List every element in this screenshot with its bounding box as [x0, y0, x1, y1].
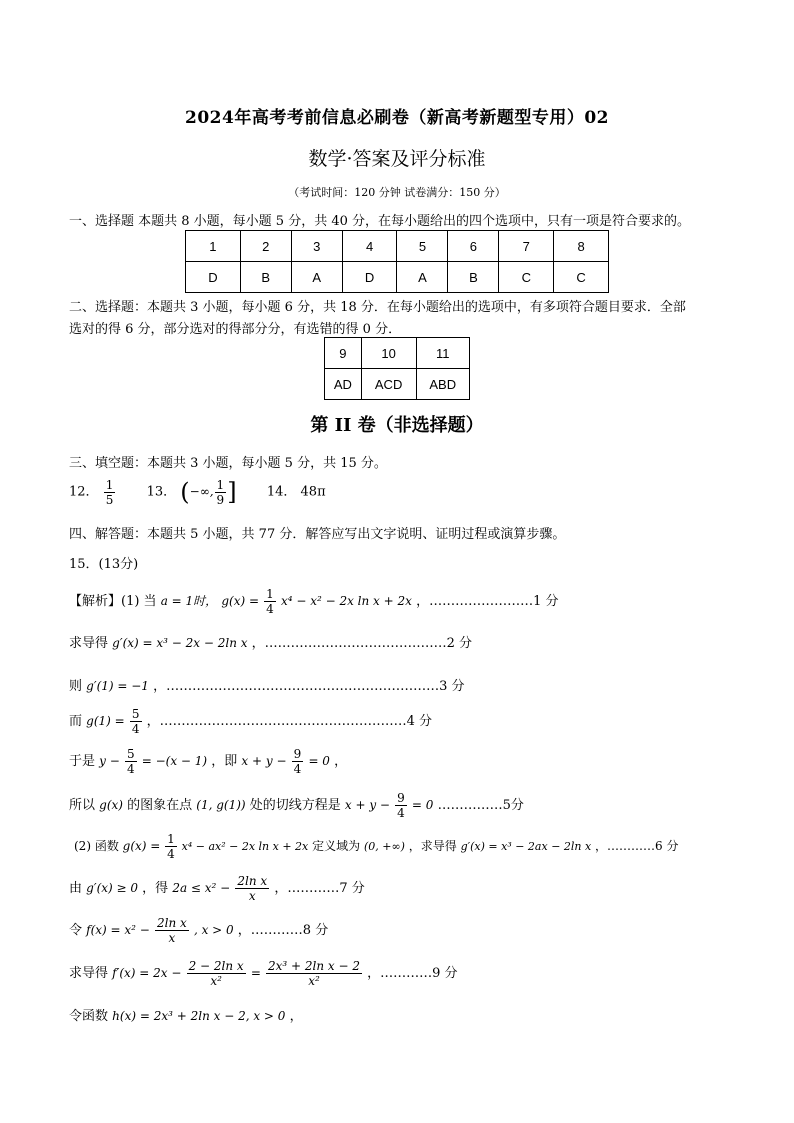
table-row: [186, 262, 609, 293]
math: g(x) =: [221, 594, 260, 608]
table-cell: B: [240, 262, 291, 293]
math: x⁴ − x² − 2x ln x + 2x: [280, 594, 412, 608]
score-dots: ，…………8 分: [237, 923, 329, 938]
math: = 0: [411, 798, 434, 812]
math: , x > 0: [193, 923, 234, 937]
text: 则: [69, 679, 83, 694]
table-row: [186, 231, 609, 262]
table-cell: 9: [325, 338, 362, 369]
table-cell: ABD: [416, 369, 469, 400]
text: ，: [334, 754, 348, 769]
part2-heading: 第 II 卷（非选择题）: [310, 415, 484, 436]
score-dots: ，…………………………………………………4 分: [146, 714, 433, 729]
text: 求导得: [69, 636, 109, 651]
score-dots: ……………5分: [437, 798, 524, 813]
math: a = 1时，: [160, 594, 218, 608]
text: ，得: [142, 881, 169, 896]
fraction: $\frac{9}{4}$: [293, 747, 302, 776]
exam-meta: （考试时间：120 分钟 试卷满分：150 分）: [288, 186, 506, 199]
math: g(x): [99, 798, 123, 812]
table-cell: A: [397, 262, 448, 293]
table-cell: 11: [416, 338, 469, 369]
section2-intro-line2: 选对的得 6 分，部分选对的得部分分，有选错的得 0 分．: [69, 322, 402, 337]
solution-line-4: [69, 708, 432, 735]
section2-answer-table: [324, 337, 470, 400]
solution-line-3: [69, 675, 464, 694]
text: (2) 函数: [74, 839, 119, 853]
math: g(1) =: [86, 714, 125, 728]
table-row: [325, 369, 470, 400]
math: x + y −: [344, 798, 390, 812]
math: g′(1) = −1: [86, 679, 149, 693]
math: h(x) = 2x³ + 2ln x − 2, x > 0: [112, 1009, 286, 1023]
q13-left-bound: −∞,: [189, 484, 214, 499]
table-cell: 7: [499, 231, 554, 262]
math: f(x) = x² −: [86, 923, 150, 937]
math: 2a ≤ x² −: [172, 881, 231, 895]
fraction: $\frac{9}{4}$: [397, 791, 405, 820]
numerator: 1: [105, 477, 114, 492]
table-cell: 6: [448, 231, 499, 262]
table-cell: 5: [397, 231, 448, 262]
fraction: $\frac{\text{2ln x}}{x}$: [157, 916, 187, 945]
table-cell: D: [186, 262, 241, 293]
text: 于是: [69, 754, 96, 769]
q14-label: 14．: [266, 484, 297, 500]
solution-line-8: [69, 875, 365, 902]
table-cell: 4: [342, 231, 397, 262]
math: g′(x) = x³ − 2ax − 2ln x: [460, 840, 592, 853]
math: = −(x − 1): [141, 754, 208, 768]
text: 而: [69, 714, 83, 729]
q12-fraction: [104, 479, 116, 506]
solution-line-11: [69, 1005, 303, 1024]
fraction: $\frac{1}{4}$: [266, 587, 274, 616]
text: ，求导得: [408, 839, 457, 853]
q13-label: 13．: [146, 484, 177, 500]
table-cell: 10: [361, 338, 416, 369]
math: f′(x) = 2x −: [112, 966, 182, 980]
math: g′(x) ≥ 0: [86, 881, 139, 895]
left-paren-icon: (: [180, 478, 190, 506]
solution-line-6: [69, 792, 524, 819]
fill-in-answers: [69, 478, 326, 506]
text: 所以: [69, 798, 96, 813]
math: (1, g(1)): [196, 798, 246, 812]
solution-line-5: [69, 748, 347, 775]
score-dots: ，………………………………………………………3 分: [153, 679, 465, 694]
fraction: $\frac{\text{2 − 2ln x}}{\text{x²}}$: [188, 959, 244, 988]
math: y −: [99, 754, 120, 768]
table-cell: C: [554, 262, 609, 293]
table-cell: 8: [554, 231, 609, 262]
text: 定义域为: [312, 839, 361, 853]
section4-intro: 四、解答题：本题共 5 小题，共 77 分．解答应写出文字说明、证明过程或演算步骤。: [69, 527, 566, 542]
right-bracket-icon: ]: [227, 478, 237, 506]
table-cell: D: [342, 262, 397, 293]
score-dots: ，……………………1 分: [416, 594, 559, 609]
text: 令函数: [69, 1009, 109, 1024]
math: = 0: [308, 754, 330, 768]
math: g(x) =: [122, 839, 161, 853]
page-title: 2024年高考考前信息必刷卷（新高考新题型专用）02: [185, 108, 609, 128]
math: (0, +∞): [363, 840, 405, 853]
text: 【解析】(1) 当: [69, 594, 157, 609]
text: 求导得: [69, 966, 109, 981]
q12-label: 12．: [69, 484, 99, 500]
text: ，: [289, 1009, 303, 1024]
text: 由: [69, 881, 83, 896]
table-cell: AD: [325, 369, 362, 400]
table-cell: 2: [240, 231, 291, 262]
table-row: [325, 338, 470, 369]
section2-intro-line1: 二、选择题：本题共 3 小题，每小题 6 分，共 18 分．在每小题给出的选项中，有多项符合题目要求．全部: [69, 300, 686, 315]
denominator: 9: [216, 492, 225, 507]
fraction: $\frac{5}{4}$: [131, 707, 140, 736]
fraction: $\frac{\text{2x³ + 2ln x − 2}}{\text{x²}}$: [268, 959, 361, 988]
text: 令: [69, 923, 83, 938]
section3-intro: 三、填空题：本题共 3 小题，每小题 5 分，共 15 分。: [69, 456, 387, 471]
fraction: $\frac{5}{4}$: [126, 747, 135, 776]
solution-line-7: [74, 833, 679, 860]
text: ，即: [211, 754, 238, 769]
q14-value: 48π: [300, 484, 326, 500]
solution-line-2: [69, 632, 472, 651]
table-cell: B: [448, 262, 499, 293]
math: x + y −: [241, 754, 287, 768]
section1-intro: 一、选择题 本题共 8 小题，每小题 5 分，共 40 分，在每小题给出的四个选项中，只有一项是符合要求的。: [69, 214, 691, 229]
math: x⁴ − ax² − 2x ln x + 2x: [181, 840, 309, 853]
fraction: $\frac{1}{4}$: [167, 832, 175, 861]
math: =: [250, 966, 261, 980]
solution-line-10: [69, 960, 458, 987]
page-subtitle: 数学·答案及评分标准: [308, 148, 486, 170]
solution-line-1: [69, 588, 558, 615]
q13-fraction: [215, 479, 227, 506]
numerator: 1: [216, 477, 225, 492]
question-15-label: 15．(13分): [69, 557, 139, 572]
text: 的图象在点: [127, 798, 193, 813]
solution-line-9: [69, 917, 328, 944]
score-dots: ，…………6 分: [595, 839, 679, 853]
table-cell: C: [499, 262, 554, 293]
table-cell: 3: [291, 231, 342, 262]
text: 处的切线方程是: [249, 798, 341, 813]
denominator: 5: [105, 492, 114, 507]
score-dots: ，…………9 分: [367, 966, 458, 981]
fraction: $\frac{\text{2ln x}}{x}$: [237, 874, 268, 903]
section1-answer-table: [185, 230, 609, 293]
table-cell: ACD: [361, 369, 416, 400]
table-cell: 1: [186, 231, 241, 262]
table-cell: A: [291, 262, 342, 293]
score-dots: ，…………7 分: [274, 881, 365, 896]
math: g′(x) = x³ − 2x − 2ln x: [112, 636, 248, 650]
score-dots: ，……………………………………2 分: [251, 636, 473, 651]
